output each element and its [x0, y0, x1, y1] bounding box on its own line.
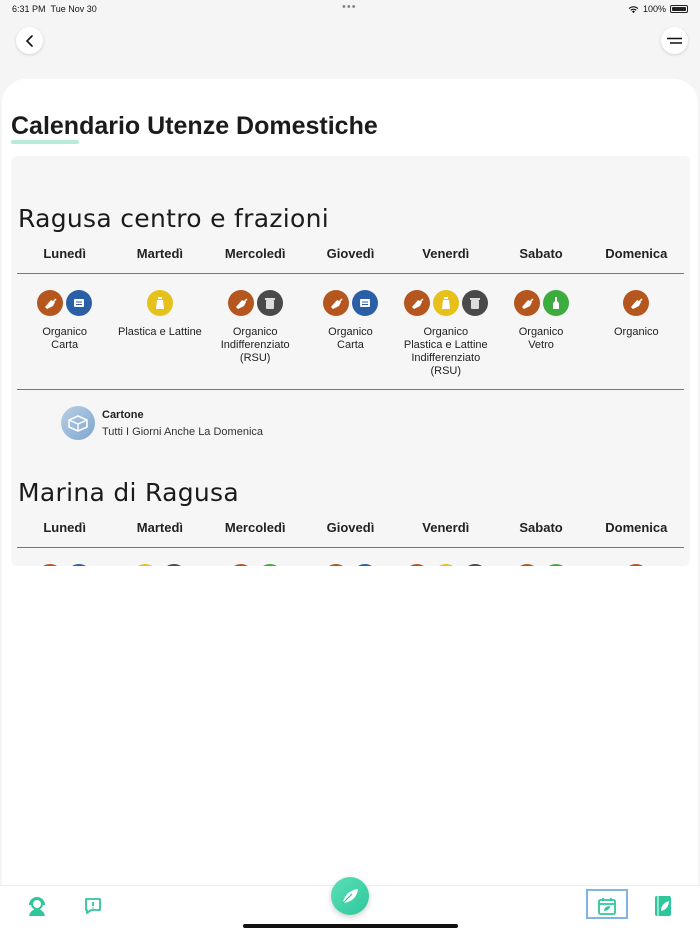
- waste-icons: [514, 290, 569, 316]
- organico-icon: [37, 290, 63, 316]
- organico-icon: [514, 564, 540, 566]
- day-schedule-cell: [589, 564, 684, 566]
- cartone-icon: [61, 406, 95, 440]
- waste-label: Plastica e Lattine: [118, 326, 202, 338]
- waste-label: Organico Carta: [328, 326, 373, 351]
- status-time: 6:31 PM Tue Nov 30: [12, 4, 97, 14]
- back-button[interactable]: [16, 27, 43, 54]
- day-header: Venerdì: [422, 520, 470, 535]
- day-schedule-cell: [493, 290, 588, 378]
- day-header: Lunedì: [43, 520, 86, 535]
- organico-icon: [514, 290, 540, 316]
- organico-icon: [228, 564, 254, 566]
- waste-icons: [37, 290, 92, 316]
- eco-leaf-button[interactable]: [331, 877, 369, 915]
- active-tab-highlight: [586, 889, 628, 919]
- day-header: Mercoledì: [224, 520, 286, 535]
- organico-icon: [623, 564, 649, 566]
- day-header: Sabato: [519, 520, 563, 535]
- plastica-icon: [147, 290, 173, 316]
- title-underline: [11, 140, 79, 144]
- report-icon[interactable]: [81, 894, 105, 918]
- organico-icon: [623, 290, 649, 316]
- divider: [17, 389, 684, 390]
- cartone-description: Tutti I Giorni Anche La Domenica: [102, 425, 264, 438]
- day-schedule-cell: [493, 564, 588, 566]
- battery-icon: [670, 5, 688, 13]
- waste-icons: [323, 290, 378, 316]
- organico-icon: [228, 290, 254, 316]
- home-indicator: [243, 924, 458, 928]
- day-header: Venerdì: [422, 246, 470, 261]
- zone-title: Ragusa centro e frazioni: [18, 204, 329, 233]
- day-header-row: [17, 520, 684, 535]
- waste-icons: [228, 290, 283, 316]
- organico-icon: [404, 290, 430, 316]
- carta-icon: [352, 564, 378, 566]
- carta-icon: [66, 564, 92, 566]
- organico-icon: [37, 564, 63, 566]
- organico-icon: [323, 564, 349, 566]
- day-schedule-cell: [112, 290, 207, 378]
- waste-icons: [404, 290, 488, 316]
- support-agent-icon[interactable]: [25, 894, 49, 918]
- guide-book-icon[interactable]: [651, 894, 675, 918]
- plastica-icon: [433, 290, 459, 316]
- waste-label: Organico Indifferenziato (RSU): [220, 326, 290, 364]
- waste-icons: [623, 290, 649, 316]
- filter-menu-button[interactable]: [661, 27, 688, 54]
- waste-label: Organico Vetro: [518, 326, 564, 351]
- status-bar: [0, 0, 700, 18]
- indifferenziato-icon: [257, 290, 283, 316]
- indifferenziato-icon: [462, 290, 488, 316]
- indifferenziato-icon: [161, 564, 187, 566]
- carta-icon: [352, 290, 378, 316]
- day-header: Lunedì: [43, 246, 86, 261]
- day-header: Martedì: [136, 520, 184, 535]
- schedule-row: [17, 290, 684, 378]
- divider: [17, 273, 684, 274]
- day-header: Sabato: [519, 246, 563, 261]
- day-schedule-cell: [589, 290, 684, 378]
- waste-icons: [323, 564, 378, 566]
- schedule-row: [17, 564, 684, 566]
- menu-lines-icon: [667, 37, 682, 45]
- eco-leaf-icon: [340, 886, 360, 906]
- day-schedule-cell: [208, 290, 303, 378]
- carta-icon: [66, 290, 92, 316]
- zone-title: Marina di Ragusa: [18, 478, 239, 507]
- organico-icon: [323, 290, 349, 316]
- vetro-icon: [543, 564, 569, 566]
- day-schedule-cell: [17, 290, 112, 378]
- plastica-icon: [433, 564, 459, 566]
- waste-label: Organico: [614, 326, 659, 338]
- day-header: Domenica: [605, 520, 668, 535]
- status-right: [628, 4, 688, 14]
- calendar-card[interactable]: [11, 156, 690, 566]
- cartone-name: Cartone: [102, 408, 144, 421]
- day-schedule-cell: [398, 564, 493, 566]
- cartone-item: [61, 406, 263, 440]
- divider: [17, 547, 684, 548]
- day-schedule-cell: [17, 564, 112, 566]
- day-schedule-cell: [303, 290, 398, 378]
- day-header-row: [17, 246, 684, 261]
- waste-icons: [623, 564, 649, 566]
- waste-icons: [37, 564, 92, 566]
- day-schedule-cell: [208, 564, 303, 566]
- organico-icon: [404, 564, 430, 566]
- vetro-icon: [257, 564, 283, 566]
- multitask-dots[interactable]: •••: [342, 1, 357, 13]
- day-header: Martedì: [136, 246, 184, 261]
- waste-label: Organico Plastica e Lattine Indifferenziato (RSU): [403, 326, 488, 377]
- content-sheet: [2, 79, 698, 885]
- day-header: Domenica: [605, 246, 668, 261]
- waste-icons: [147, 290, 173, 316]
- page-title: Calendario Utenze Domestiche: [11, 112, 378, 140]
- waste-icons: [132, 564, 187, 566]
- day-header: Giovedì: [326, 520, 375, 535]
- waste-label: Organico Carta: [42, 326, 87, 351]
- wifi-icon: [628, 5, 639, 14]
- day-schedule-cell: [112, 564, 207, 566]
- waste-icons: [514, 564, 569, 566]
- indifferenziato-icon: [462, 564, 488, 566]
- waste-icons: [404, 564, 488, 566]
- day-schedule-cell: [303, 564, 398, 566]
- plastica-icon: [132, 564, 158, 566]
- vetro-icon: [543, 290, 569, 316]
- day-header: Mercoledì: [224, 246, 286, 261]
- day-header: Giovedì: [326, 246, 375, 261]
- battery-percent: 100%: [642, 4, 666, 14]
- day-schedule-cell: [398, 290, 493, 378]
- waste-icons: [228, 564, 283, 566]
- chevron-left-icon: [25, 35, 35, 47]
